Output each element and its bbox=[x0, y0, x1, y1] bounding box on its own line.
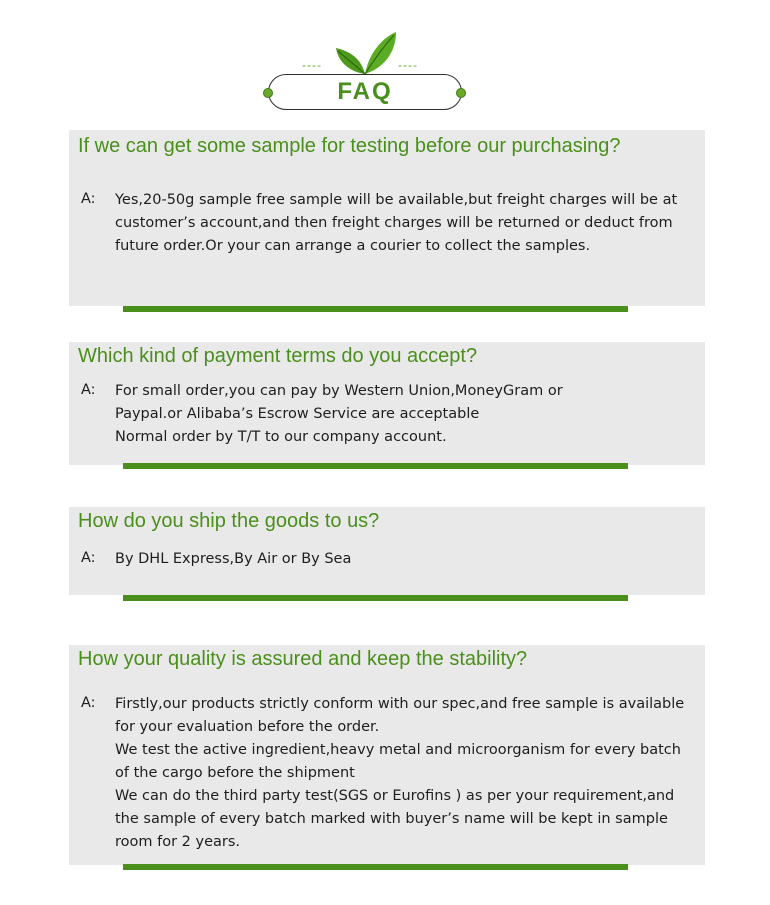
answer-label: A: bbox=[81, 191, 96, 207]
faq-answer bbox=[115, 189, 695, 258]
page-title: FAQ bbox=[337, 78, 393, 105]
faq-header bbox=[260, 30, 472, 115]
faq-question: How your quality is assured and keep the stability? bbox=[78, 648, 528, 670]
faq-question: If we can get some sample for testing before our purchasing? bbox=[78, 135, 621, 157]
answer-line: We can do the third party test(SGS or Eurofins ) as per your requirement,and bbox=[115, 788, 675, 804]
faq-answer bbox=[115, 548, 695, 571]
header-dash-left: ---- bbox=[302, 58, 322, 72]
answer-line: future order.Or your can arrange a courier to collect the samples. bbox=[115, 238, 591, 254]
answer-line: the sample of every batch marked with buyer’s name will be kept in sample bbox=[115, 811, 668, 827]
header-dash-right: ---- bbox=[398, 58, 418, 72]
section-divider bbox=[123, 306, 628, 312]
faq-answer bbox=[115, 380, 695, 449]
answer-line: of the cargo before the shipment bbox=[115, 765, 355, 781]
faq-card bbox=[69, 507, 705, 595]
section-divider bbox=[123, 463, 628, 469]
faq-answer bbox=[115, 693, 695, 854]
faq-card bbox=[69, 342, 705, 465]
answer-label: A: bbox=[81, 382, 96, 398]
answer-label: A: bbox=[81, 695, 96, 711]
answer-line: Normal order by T/T to our company account. bbox=[115, 429, 447, 445]
answer-line: customer’s account,and then freight charges will be returned or deduct from bbox=[115, 215, 673, 231]
answer-line: Paypal.or Alibaba’s Escrow Service are acceptable bbox=[115, 406, 480, 422]
faq-card bbox=[69, 130, 705, 306]
section-divider bbox=[123, 595, 628, 601]
answer-line: For small order,you can pay by Western Union,MoneyGram or bbox=[115, 383, 563, 399]
answer-line: We test the active ingredient,heavy metal and microorganism for every batch bbox=[115, 742, 681, 758]
faq-question: How do you ship the goods to us? bbox=[78, 510, 380, 532]
answer-line: Firstly,our products strictly conform with our spec,and free sample is available bbox=[115, 696, 685, 712]
answer-line: Yes,20-50g sample free sample will be available,but freight charges will be at bbox=[115, 192, 678, 208]
answer-line: By DHL Express,By Air or By Sea bbox=[115, 551, 352, 567]
answer-line: room for 2 years. bbox=[115, 834, 241, 850]
faq-question: Which kind of payment terms do you accept? bbox=[78, 345, 478, 367]
answer-line: for your evaluation before the order. bbox=[115, 719, 380, 735]
section-divider bbox=[123, 864, 628, 870]
answer-label: A: bbox=[81, 550, 96, 566]
leaf-icon bbox=[332, 30, 398, 76]
faq-card bbox=[69, 645, 705, 865]
